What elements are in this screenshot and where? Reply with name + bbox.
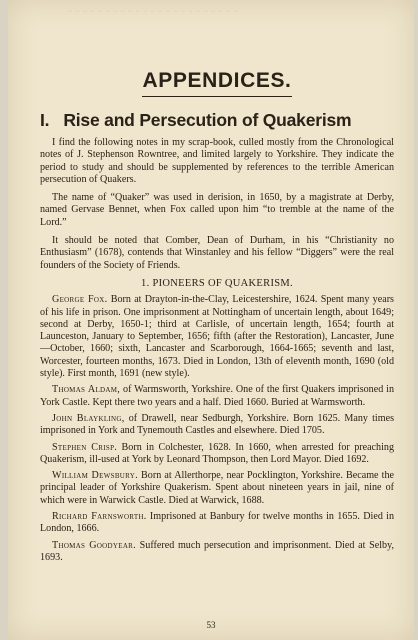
- person-name: Richard Farnsworth.: [52, 511, 147, 523]
- intro-paragraph: The name of “Quaker” was used in derision, in 1650, by a magistrate at Derby, named Gervase Bennet, when Fox called upon him “to tremble at the name of the Lord.”: [40, 192, 394, 228]
- heading-rule: [142, 96, 292, 97]
- page-number: 53: [206, 620, 216, 630]
- entry-text: of Drawell, near Sedburgh, Yorkshire. Born 1625. Many times imprisoned in York and Tynemouth Castles and elsewhere. Died 1705.: [40, 412, 394, 437]
- person-name: Thomas Goodyear.: [52, 539, 136, 551]
- page-heading: APPENDICES.: [142, 69, 292, 92]
- biography-entry: [40, 540, 394, 565]
- person-name: Stephen Crisp.: [52, 441, 118, 453]
- biography-entry: [40, 511, 394, 536]
- person-name: John Blaykling,: [52, 412, 125, 424]
- intro-paragraph: I find the following notes in my scrap-book, culled mostly from the Chronological notes of J. Stephenson Rowntree, and limited largely to Yorkshire. They indicate the period to study and should be supplemented by references to the terrible American persecution of Quakers.: [40, 137, 394, 185]
- biography-entry: [40, 413, 394, 438]
- person-name: Thomas Aldam,: [52, 384, 121, 396]
- biography-entry: [40, 442, 394, 467]
- person-name: George Fox.: [52, 294, 108, 306]
- book-page: [8, 0, 414, 640]
- section-title-text: Rise and Persecution of Quakerism: [63, 110, 352, 130]
- entry-text: Suffered much persecution and imprisonment. Died at Selby, 1693.: [40, 539, 394, 563]
- section-title: [40, 109, 394, 131]
- biography-entry: [40, 294, 394, 380]
- entry-text: Born in Colchester, 1628. In 1660, when arrested for preaching Quakerism, ill-used at York by Leonard Thompson, then Lord Mayor. Died 1692.: [40, 441, 394, 465]
- entry-text: of Warmsworth, Yorkshire. One of the first Quakers imprisoned in York Castle. Kept there two years and a half. Died 1660. Buried at Warmsworth.: [40, 384, 394, 408]
- subsection-heading: 1. PIONEERS OF QUAKERISM.: [141, 277, 293, 289]
- entry-text: Born at Drayton-in-the-Clay, Leicestershire, 1624. Spent many years of his life in prison. One imprisonment at Nottingham of uncertain length, about 1649; second at Derby, 1650-1; third at Carlisle, of uncertain length, 1654; fourth at Launceston, January to September, 1656; fifth (after the Restoration), Lancaster, June—October, 1660; sixth, Lancaster and Scarborough, 1664-1665; seventh and last, Worcester, fourteen months, 1673. Died in London, 13th of eleventh month, 1690 (old style). First month, 1691 (new style).: [40, 294, 394, 380]
- intro-paragraph: It should be noted that Comber, Dean of Durham, in his “Christianity no Enthusiasm” (1678), contends that Winstanley and his fellow “Diggers” were the real founders of the Society of Friends.: [40, 235, 394, 271]
- biography-entry: [40, 384, 394, 409]
- biography-entry: [40, 470, 394, 507]
- page-content: [40, 68, 394, 568]
- section-number: I.: [40, 110, 50, 130]
- entry-text: Imprisoned at Banbury for twelve months in 1655. Died in London, 1666.: [40, 511, 395, 535]
- entry-text: Born at Allerthorpe, near Pocklington, Yorkshire. Became the principal leader of Yorkshire Quakerism. Spent about nineteen years in jail, nine of which were in Warwick Castle. Died at Warwick, 1688.: [40, 470, 395, 506]
- person-name: William Dewsbury.: [52, 470, 138, 482]
- bleed-through-text: ~ ~ ~ ~ ~ ~ ~ ~ ~ ~ ~ ~ ~ ~ ~ ~ ~ ~ ~ ~ ~ ~ ~: [68, 8, 239, 16]
